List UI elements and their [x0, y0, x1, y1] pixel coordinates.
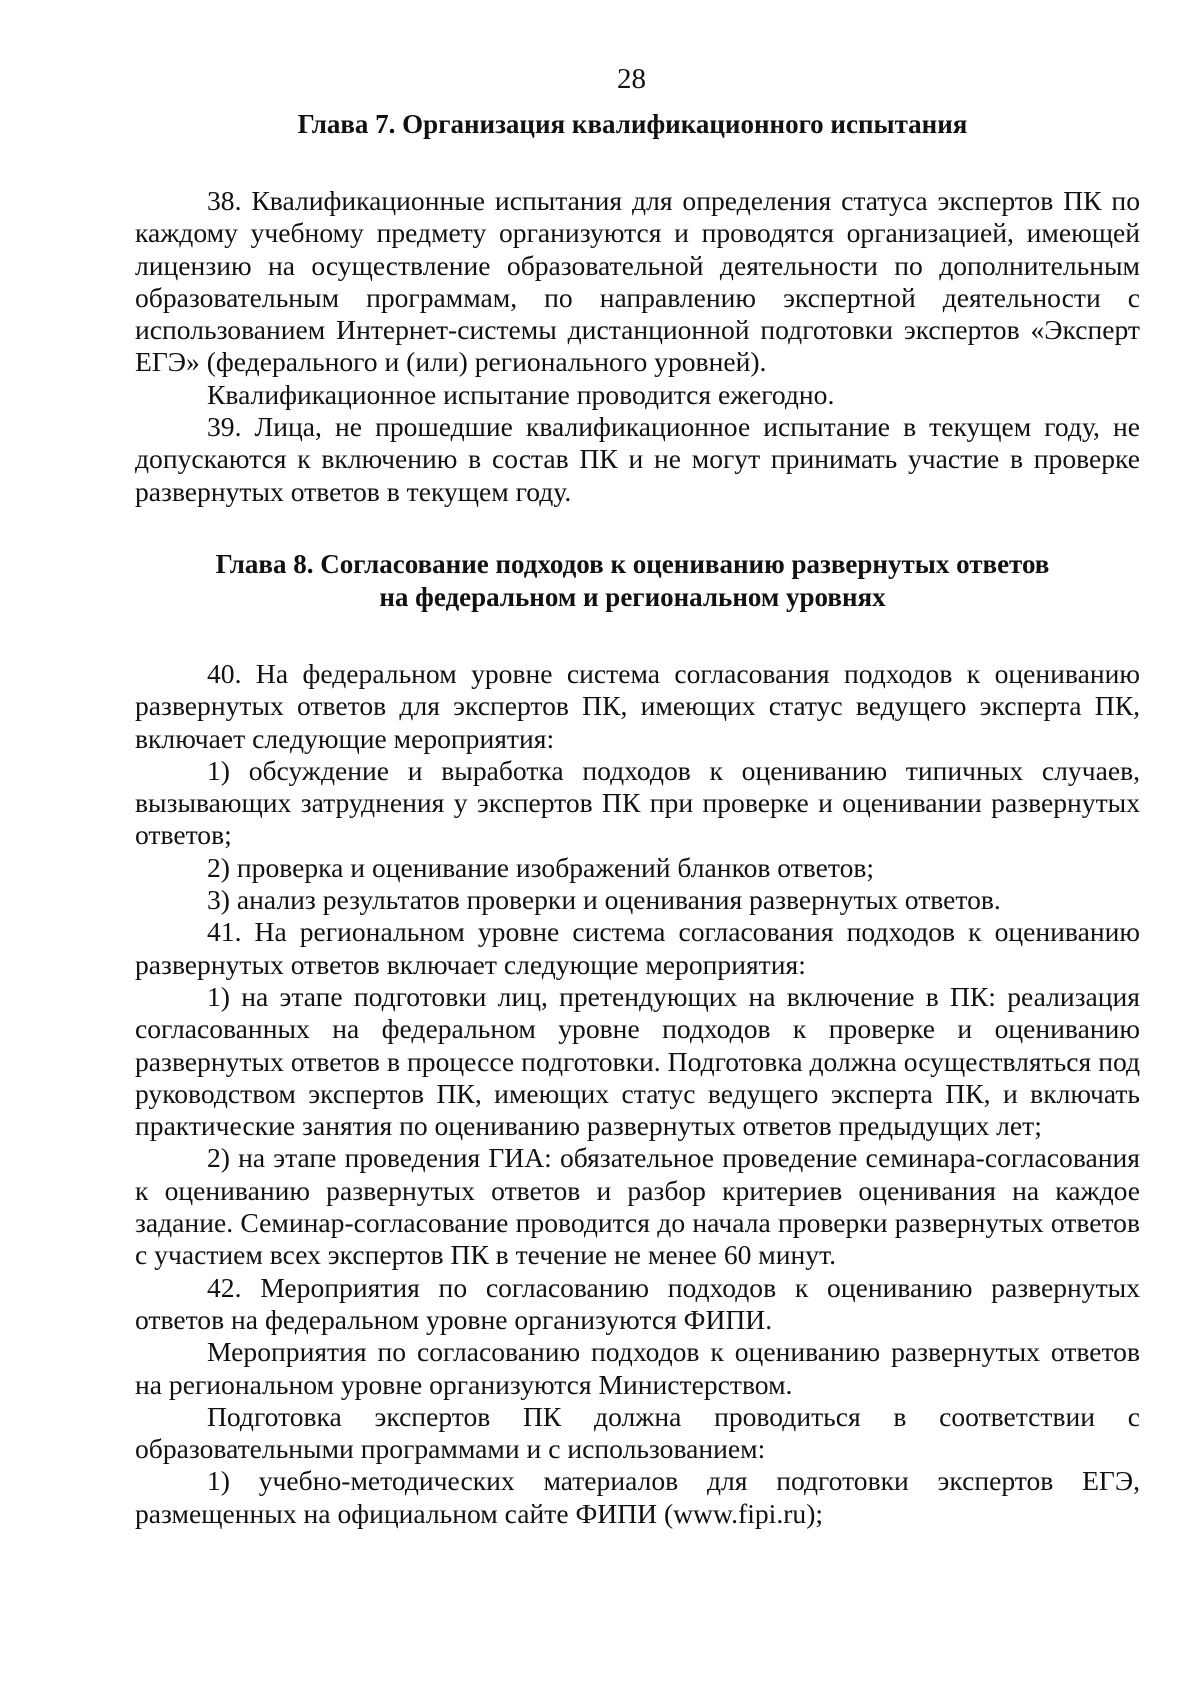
paragraph-41-item-1: 1) на этапе подготовки лиц, претендующих на включение в ПК: реализация согласованных на федеральном уровне подходов к проверке и оцениванию развернутых ответов в процессе подготовки. Подготовка должна осуществляться под руководством экспертов ПК, имеющих статус ведущего эксперта ПК, и включать практические занятия по оцениванию развернутых ответов предыдущих лет; [135, 980, 1140, 1142]
paragraph-40-item-1: 1) обсуждение и выработка подходов к оцениванию типичных случаев, вызывающих затруднения у экспертов ПК при проверке и оценивании развернутых ответов; [135, 754, 1140, 851]
paragraph-42-regional: Мероприятия по согласованию подходов к оцениванию развернутых ответов на региональном уровне организуются Министерством. [135, 1336, 1140, 1400]
paragraph-38-annual: Квалификационное испытание проводится ежегодно. [207, 378, 835, 410]
paragraph-40-item-2: 2) проверка и оценивание изображений бланков ответов; [207, 851, 875, 883]
paragraph-42-training: Подготовка экспертов ПК должна проводиться в соответствии с образовательными программами и с использованием: [135, 1400, 1140, 1465]
chapter-7-section [135, 108, 1140, 508]
chapter-8-section [135, 548, 1140, 1530]
paragraph-39: 39. Лица, не прошедшие квалификационное испытание в текущем году, не допускаются к включению в состав ПК и не могут принимать участие в проверке развернутых ответов в текущем году. [135, 411, 1140, 507]
paragraph-38: 38. Квалификационные испытания для определения статуса экспертов ПК по каждому учебному предмету организуются и проводятся организацией, имеющей лицензию на осуществление образовательной деятельности по дополнительным образовательным программам, по направлению экспертной деятельности с использованием Интернет-системы дистанционной подготовки экспертов «Эксперт ЕГЭ» (федерального и (или) регионального уровней). [135, 185, 1140, 378]
chapter-8-title-line-2: на федеральном и региональном уровнях [379, 581, 886, 612]
chapter-8-title-line-1: Глава 8. Согласование подходов к оцениванию развернутых ответов [215, 548, 1050, 579]
chapter-7-title: Глава 7. Организация квалификационного испытания [297, 109, 968, 139]
paragraph-41-item-2: 2) на этапе проведения ГИА: обязательное проведение семинара-согласования к оцениванию развернутых ответов и разбор критериев оценивания на каждое задание. Семинар-согласование проводится до начала проверки развернутых ответов с участием всех экспертов ПК в течение не менее 60 минут. [135, 1142, 1140, 1271]
chapter-8-title [135, 548, 1140, 614]
paragraph-42: 42. Мероприятия по согласованию подходов к оцениванию развернутых ответов на федеральном уровне организуются ФИПИ. [135, 1271, 1140, 1335]
paragraph-40-item-3: 3) анализ результатов проверки и оценивания развернутых ответов. [207, 884, 1001, 916]
paragraph-42-item-1: 1) учебно-методических материалов для подготовки экспертов ЕГЭ, размещенных на официальном сайте ФИПИ (www.fipi.ru); [135, 1465, 1140, 1529]
page-number: 28 [617, 63, 646, 95]
paragraph-41: 41. На региональном уровне система согласования подходов к оцениванию развернутых ответов включает следующие мероприятия: [135, 916, 1140, 980]
paragraph-40: 40. На федеральном уровне система согласования подходов к оцениванию развернутых ответов для экспертов ПК, имеющих статус ведущего эксперта ПК, включает следующие мероприятия: [135, 657, 1140, 754]
